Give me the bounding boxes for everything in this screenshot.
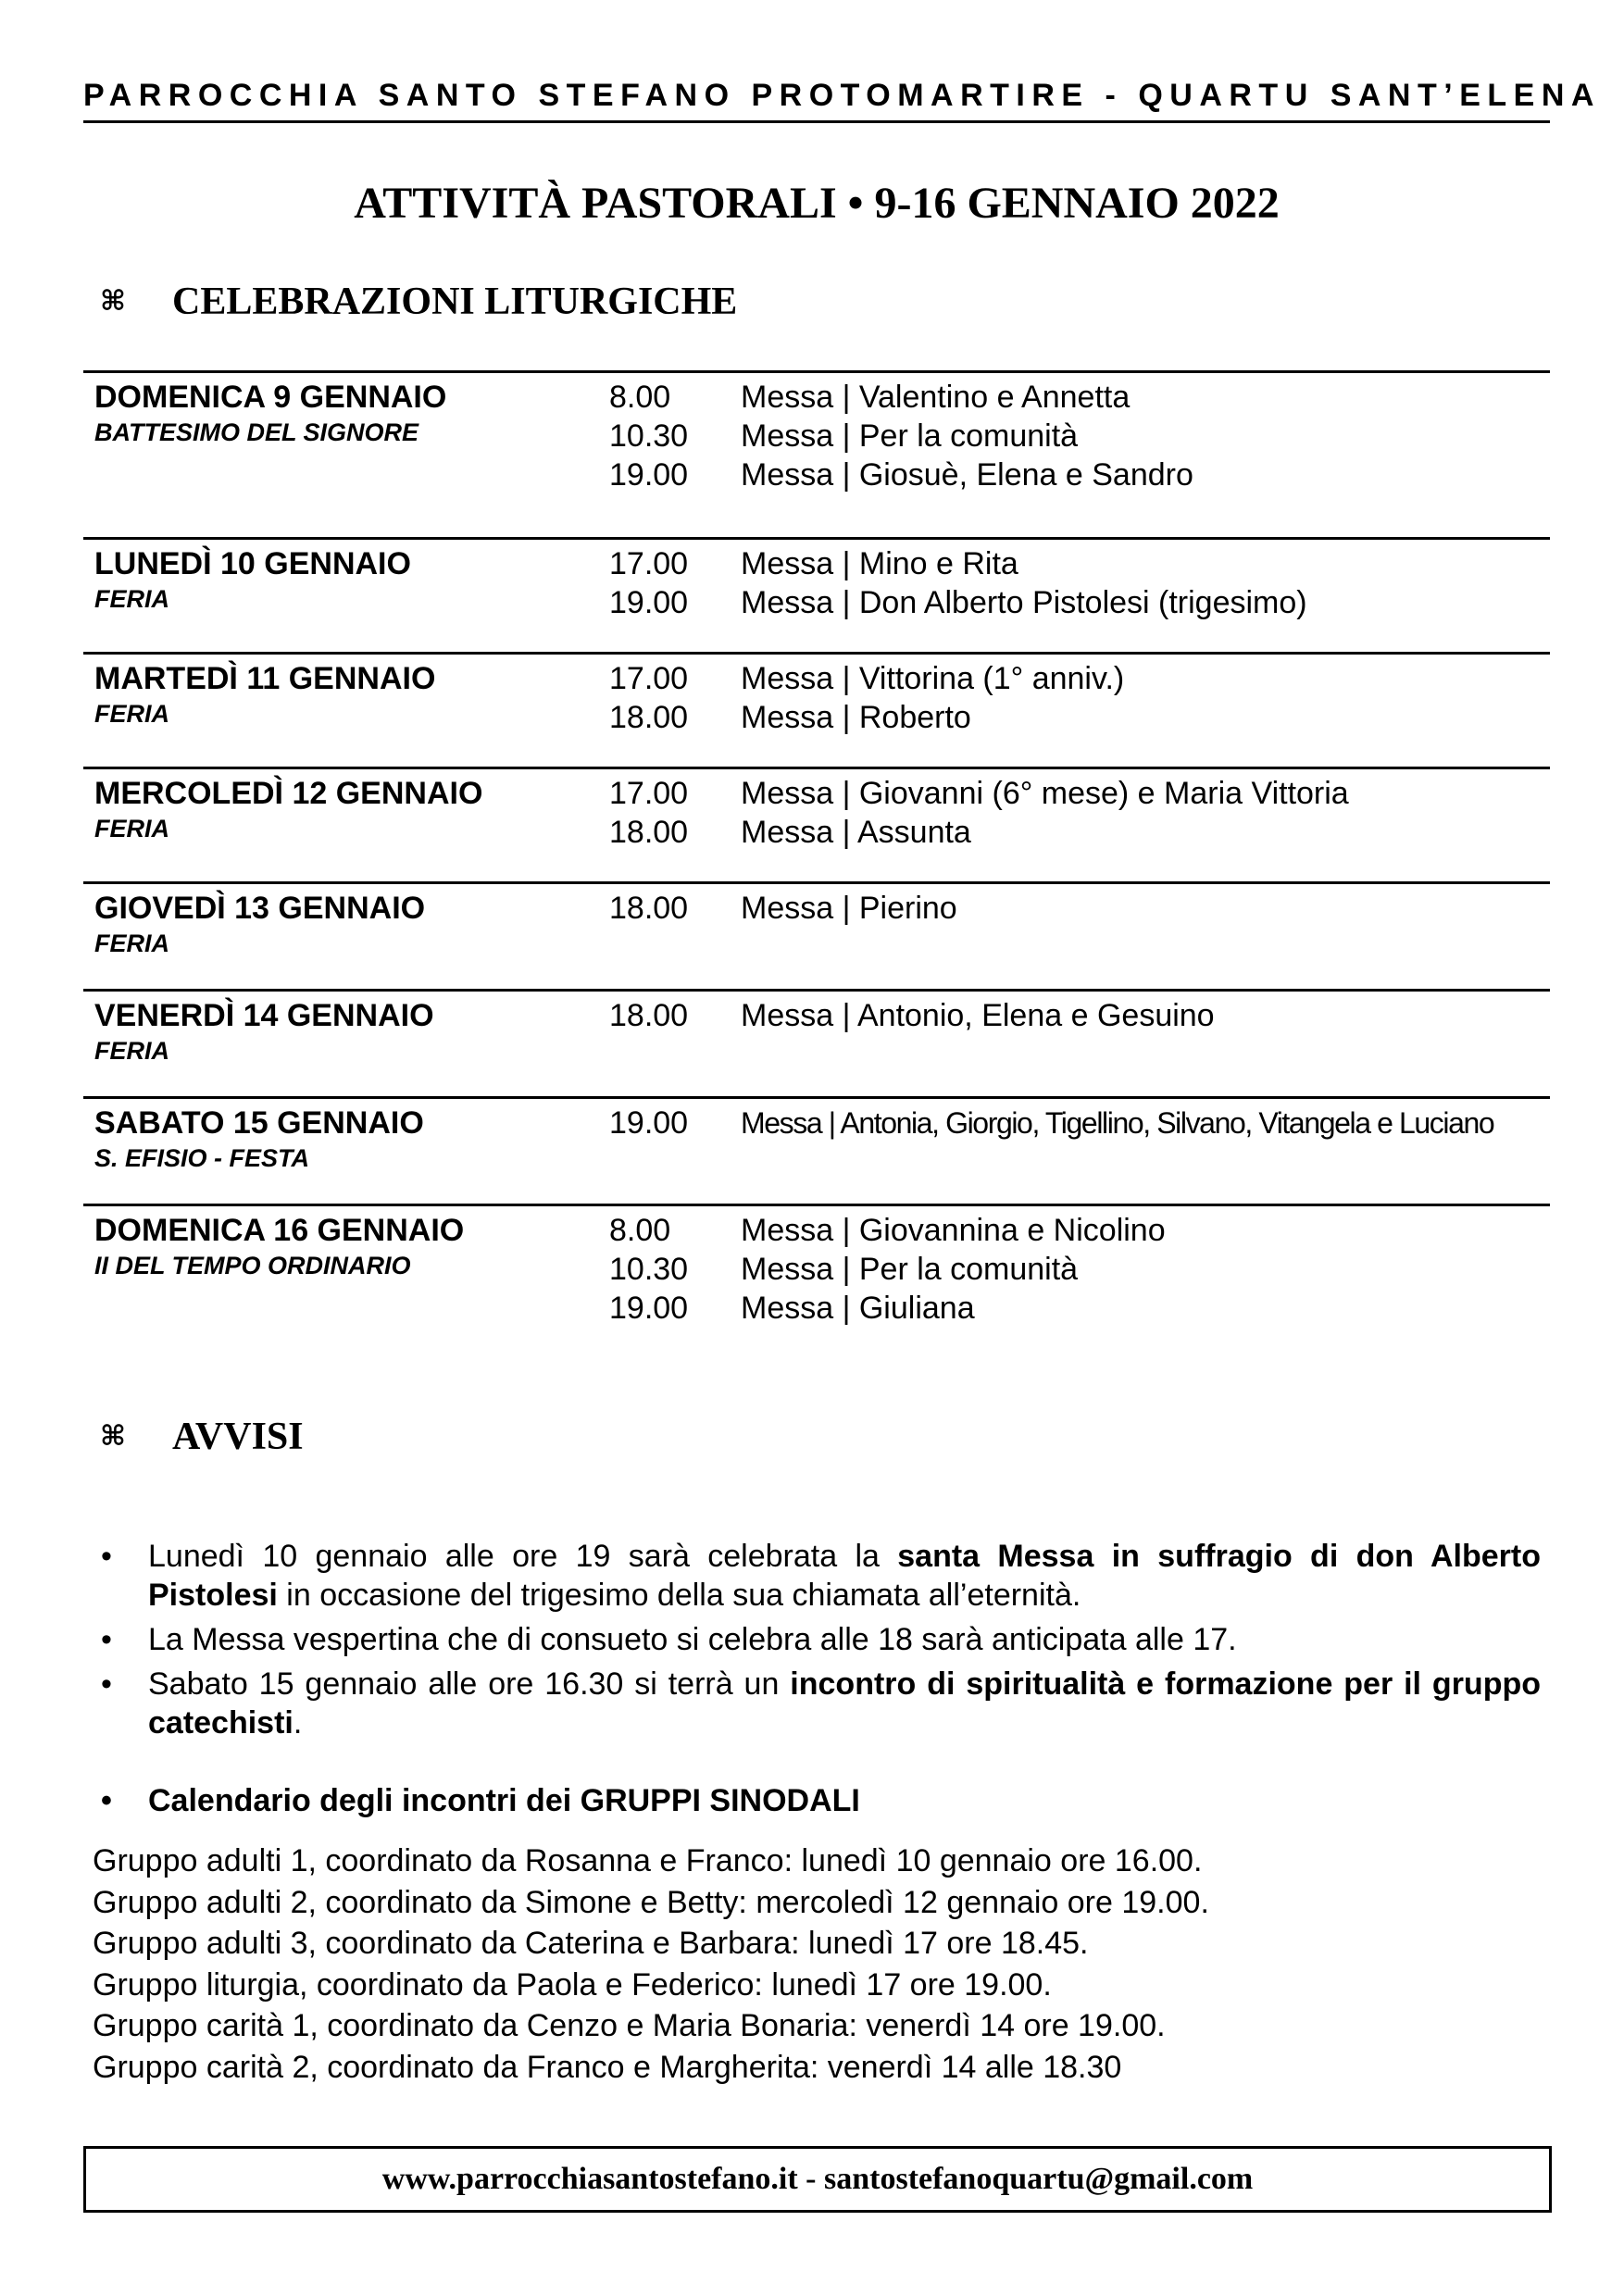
mass-time: 18.00 (609, 815, 689, 850)
schedule-day-row (83, 989, 1550, 1096)
bullet-icon: • (101, 1622, 112, 1657)
mass-entry (609, 698, 1550, 737)
mass-entry (609, 659, 1550, 698)
day-label (83, 659, 609, 767)
page-title: ATTIVITÀ PASTORALI • 9-16 GENNAIO 2022 (354, 179, 1280, 228)
bullet-icon: • (101, 1539, 112, 1574)
mass-intention: Messa | Antonio, Elena e Gesuino (741, 998, 1215, 1033)
four-point-star-icon: ⌘ (100, 286, 126, 317)
day-label (83, 544, 609, 652)
day-name: MERCOLEDÌ 12 GENNAIO (94, 776, 483, 811)
day-label (83, 378, 609, 537)
mass-time: 19.00 (609, 585, 689, 620)
day-name: VENERDÌ 14 GENNAIO (94, 998, 434, 1033)
mass-time: 18.00 (609, 998, 689, 1033)
mass-entry (609, 455, 1550, 494)
schedule-day-row (83, 767, 1550, 881)
bullet-icon: • (101, 1666, 112, 1702)
mass-time: 17.00 (609, 661, 689, 696)
mass-time: 10.30 (609, 1252, 689, 1287)
day-label (83, 774, 609, 881)
mass-intention: Messa | Giovannina e Nicolino (741, 1213, 1166, 1248)
mass-entry (609, 1289, 1550, 1328)
day-name: DOMENICA 9 GENNAIO (94, 380, 447, 415)
four-point-star-icon: ⌘ (100, 1421, 126, 1452)
mass-list (609, 544, 1550, 652)
liturgical-occasion: II DEL TEMPO ORDINARIO (94, 1252, 411, 1279)
mass-entry (609, 1104, 1550, 1142)
group-line: Gruppo adulti 2, coordinato da Simone e Betty: mercoledì 12 gennaio ore 19.00. (93, 1884, 1209, 1920)
notice-item: • Sabato 15 gennaio alle ore 16.30 si terrà un incontro di spiritualità e formazione per il gruppo catechisti. (93, 1665, 1541, 1742)
liturgical-occasion: S. EFISIO - FESTA (94, 1144, 310, 1172)
header-rule (83, 120, 1550, 123)
mass-entry (609, 583, 1550, 622)
footer-contact: www.parrocchiasantostefano.it - santostefanoquartu@gmail.com (381, 2162, 1254, 2196)
mass-intention: Messa | Don Alberto Pistolesi (trigesimo) (741, 585, 1307, 620)
mass-time: 8.00 (609, 380, 671, 415)
mass-entry (609, 774, 1550, 813)
mass-time: 17.00 (609, 546, 689, 581)
schedule-day-row (83, 370, 1550, 537)
group-line: Gruppo adulti 3, coordinato da Caterina e Barbara: lunedì 17 ore 18.45. (93, 1926, 1089, 1961)
liturgical-occasion: FERIA (94, 930, 169, 957)
notice-item: • La Messa vespertina che di consueto si celebra alle 18 sarà anticipata alle 17. (93, 1620, 1541, 1659)
mass-list (609, 889, 1550, 989)
section-title: AVVISI (172, 1416, 304, 1458)
day-label (83, 996, 609, 1096)
day-name: MARTEDÌ 11 GENNAIO (94, 661, 436, 696)
liturgical-occasion: FERIA (94, 1037, 169, 1065)
schedule-day-row (83, 1204, 1550, 1331)
mass-entry (609, 889, 1550, 928)
section-heading-celebrazioni (100, 280, 737, 324)
day-label (83, 1104, 609, 1204)
groups-calendar-title: • Calendario degli incontri dei GRUPPI SINODALI (93, 1781, 1541, 1820)
day-label (83, 889, 609, 989)
mass-intention: Messa | Assunta (741, 815, 971, 850)
synodal-groups-list (93, 1841, 1209, 2088)
mass-time: 19.00 (609, 457, 689, 493)
mass-entry (609, 813, 1550, 852)
mass-time: 18.00 (609, 700, 689, 735)
schedule-day-row (83, 652, 1550, 767)
mass-list (609, 1211, 1550, 1331)
mass-time: 19.00 (609, 1291, 689, 1326)
mass-entry (609, 996, 1550, 1035)
notices-list (93, 1537, 1541, 1820)
section-title: CELEBRAZIONI LITURGICHE (172, 281, 738, 323)
mass-entry (609, 544, 1550, 583)
liturgical-occasion: FERIA (94, 585, 169, 613)
liturgical-occasion: BATTESIMO DEL SIGNORE (94, 418, 419, 446)
mass-intention: Messa | Antonia, Giorgio, Tigellino, Silvano, Vitangela e Luciano (741, 1106, 1494, 1140)
group-line: Gruppo adulti 1, coordinato da Rosanna e Franco: lunedì 10 gennaio ore 16.00. (93, 1843, 1203, 1878)
mass-list (609, 996, 1550, 1096)
liturgical-schedule (83, 370, 1550, 1331)
mass-entry (609, 378, 1550, 417)
group-line: Gruppo carità 1, coordinato da Cenzo e Maria Bonaria: venerdì 14 ore 19.00. (93, 2008, 1166, 2043)
day-name: DOMENICA 16 GENNAIO (94, 1213, 465, 1248)
mass-time: 17.00 (609, 776, 689, 811)
mass-intention: Messa | Giovanni (6° mese) e Maria Vittoria (741, 776, 1349, 811)
mass-list (609, 378, 1550, 537)
mass-list (609, 659, 1550, 767)
group-line: Gruppo carità 2, coordinato da Franco e Margherita: venerdì 14 alle 18.30 (93, 2049, 1122, 2085)
mass-time: 8.00 (609, 1213, 671, 1248)
mass-intention: Messa | Valentino e Annetta (741, 380, 1131, 415)
parish-name: PARROCCHIA SANTO STEFANO PROTOMARTIRE - QUARTU SANT’ELENA (83, 78, 1601, 113)
mass-intention: Messa | Pierino (741, 891, 957, 926)
mass-list (609, 774, 1550, 881)
mass-intention: Messa | Per la comunità (741, 1252, 1079, 1287)
schedule-day-row (83, 881, 1550, 989)
day-name: GIOVEDÌ 13 GENNAIO (94, 891, 426, 926)
liturgical-occasion: FERIA (94, 700, 169, 728)
mass-intention: Messa | Vittorina (1° anniv.) (741, 661, 1125, 696)
mass-intention: Messa | Per la comunità (741, 418, 1079, 454)
liturgical-occasion: FERIA (94, 815, 169, 842)
mass-intention: Messa | Roberto (741, 700, 971, 735)
day-name: SABATO 15 GENNAIO (94, 1105, 424, 1141)
day-name: LUNEDÌ 10 GENNAIO (94, 546, 411, 581)
mass-time: 10.30 (609, 418, 689, 454)
mass-list (609, 1104, 1550, 1204)
mass-entry (609, 1211, 1550, 1250)
footer-contact-box (83, 2146, 1552, 2213)
section-heading-avvisi (100, 1415, 304, 1459)
mass-intention: Messa | Mino e Rita (741, 546, 1018, 581)
group-line: Gruppo liturgia, coordinato da Paola e Federico: lunedì 17 ore 19.00. (93, 1966, 1052, 2003)
mass-intention: Messa | Giuliana (741, 1291, 975, 1326)
notice-item: • Lunedì 10 gennaio alle ore 19 sarà celebrata la santa Messa in suffragio di don Alberto Pistolesi in occasione del trigesimo della sua chiamata all’eternità. (93, 1537, 1541, 1615)
mass-time: 18.00 (609, 891, 689, 926)
mass-time: 19.00 (609, 1105, 689, 1141)
schedule-day-row (83, 537, 1550, 652)
mass-intention: Messa | Giosuè, Elena e Sandro (741, 457, 1193, 493)
mass-entry (609, 417, 1550, 455)
mass-entry (609, 1250, 1550, 1289)
bullet-icon: • (101, 1783, 112, 1818)
schedule-day-row (83, 1096, 1550, 1204)
day-label (83, 1211, 609, 1331)
